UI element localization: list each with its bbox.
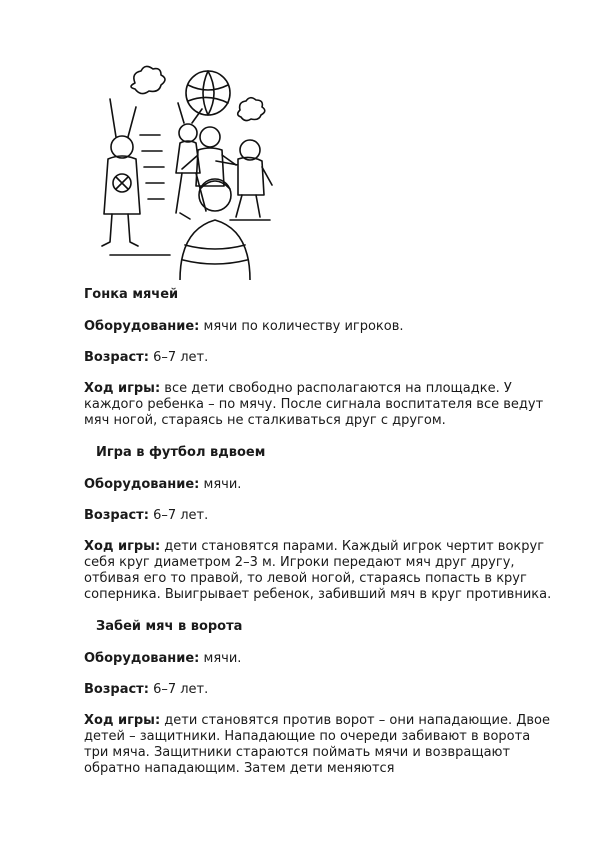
- equipment-label: Оборудование:: [84, 319, 200, 334]
- game-ball-race: [84, 286, 554, 429]
- age-text: 6–7 лет.: [153, 682, 209, 697]
- game-title: Игра в футбол вдвоем: [96, 445, 266, 460]
- moves-line: [84, 381, 554, 429]
- age-text: 6–7 лет.: [153, 350, 209, 365]
- equipment-line: [84, 319, 554, 335]
- age-label: Возраст:: [84, 682, 149, 697]
- moves-line: [84, 539, 554, 603]
- equipment-label: Оборудование:: [84, 477, 200, 492]
- equipment-text: мячи.: [203, 651, 242, 666]
- moves-label: Ход игры:: [84, 539, 161, 554]
- game-title: Забей мяч в ворота: [96, 619, 243, 634]
- age-text: 6–7 лет.: [153, 508, 209, 523]
- game-football-for-two: [84, 444, 554, 603]
- moves-label: Ход игры:: [84, 381, 161, 396]
- moves-text: дети становятся парами. Каждый игрок чертит вокруг себя круг диаметром 2–3 м. Игроки передают мяч друг другу, отбивая его то правой, то левой ногой, стараясь попасть в круг соперника. Выигрывает ребенок, забивший мяч в круг противника.: [84, 539, 552, 602]
- equipment-text: мячи по количеству игроков.: [203, 319, 404, 334]
- moves-text: все дети свободно располагаются на площадке. У каждого ребенка – по мячу. После сигнала воспитателя все ведут мяч ногой, стараясь не сталкиваться друг с другом.: [84, 381, 544, 428]
- age-label: Возраст:: [84, 508, 149, 523]
- moves-line: [84, 713, 554, 777]
- age-line: [84, 350, 554, 366]
- equipment-line: [84, 477, 554, 493]
- age-label: Возраст:: [84, 350, 149, 365]
- age-line: [84, 682, 554, 698]
- game-score-goal: [84, 618, 554, 777]
- age-line: [84, 508, 554, 524]
- equipment-text: мячи.: [203, 477, 242, 492]
- game-title: Гонка мячей: [84, 287, 179, 302]
- moves-label: Ход игры:: [84, 713, 161, 728]
- equipment-label: Оборудование:: [84, 651, 200, 666]
- games-list: [84, 286, 554, 792]
- equipment-line: [84, 651, 554, 667]
- children-playing-ball-icon: [80, 55, 290, 280]
- moves-text: дети становятся против ворот – они нападающие. Двое детей – защитники. Нападающие по очереди забивают в ворота три мяча. Защитники стараются поймать мячи и возвращают обратно нападающим. Затем дети меняются: [84, 713, 550, 776]
